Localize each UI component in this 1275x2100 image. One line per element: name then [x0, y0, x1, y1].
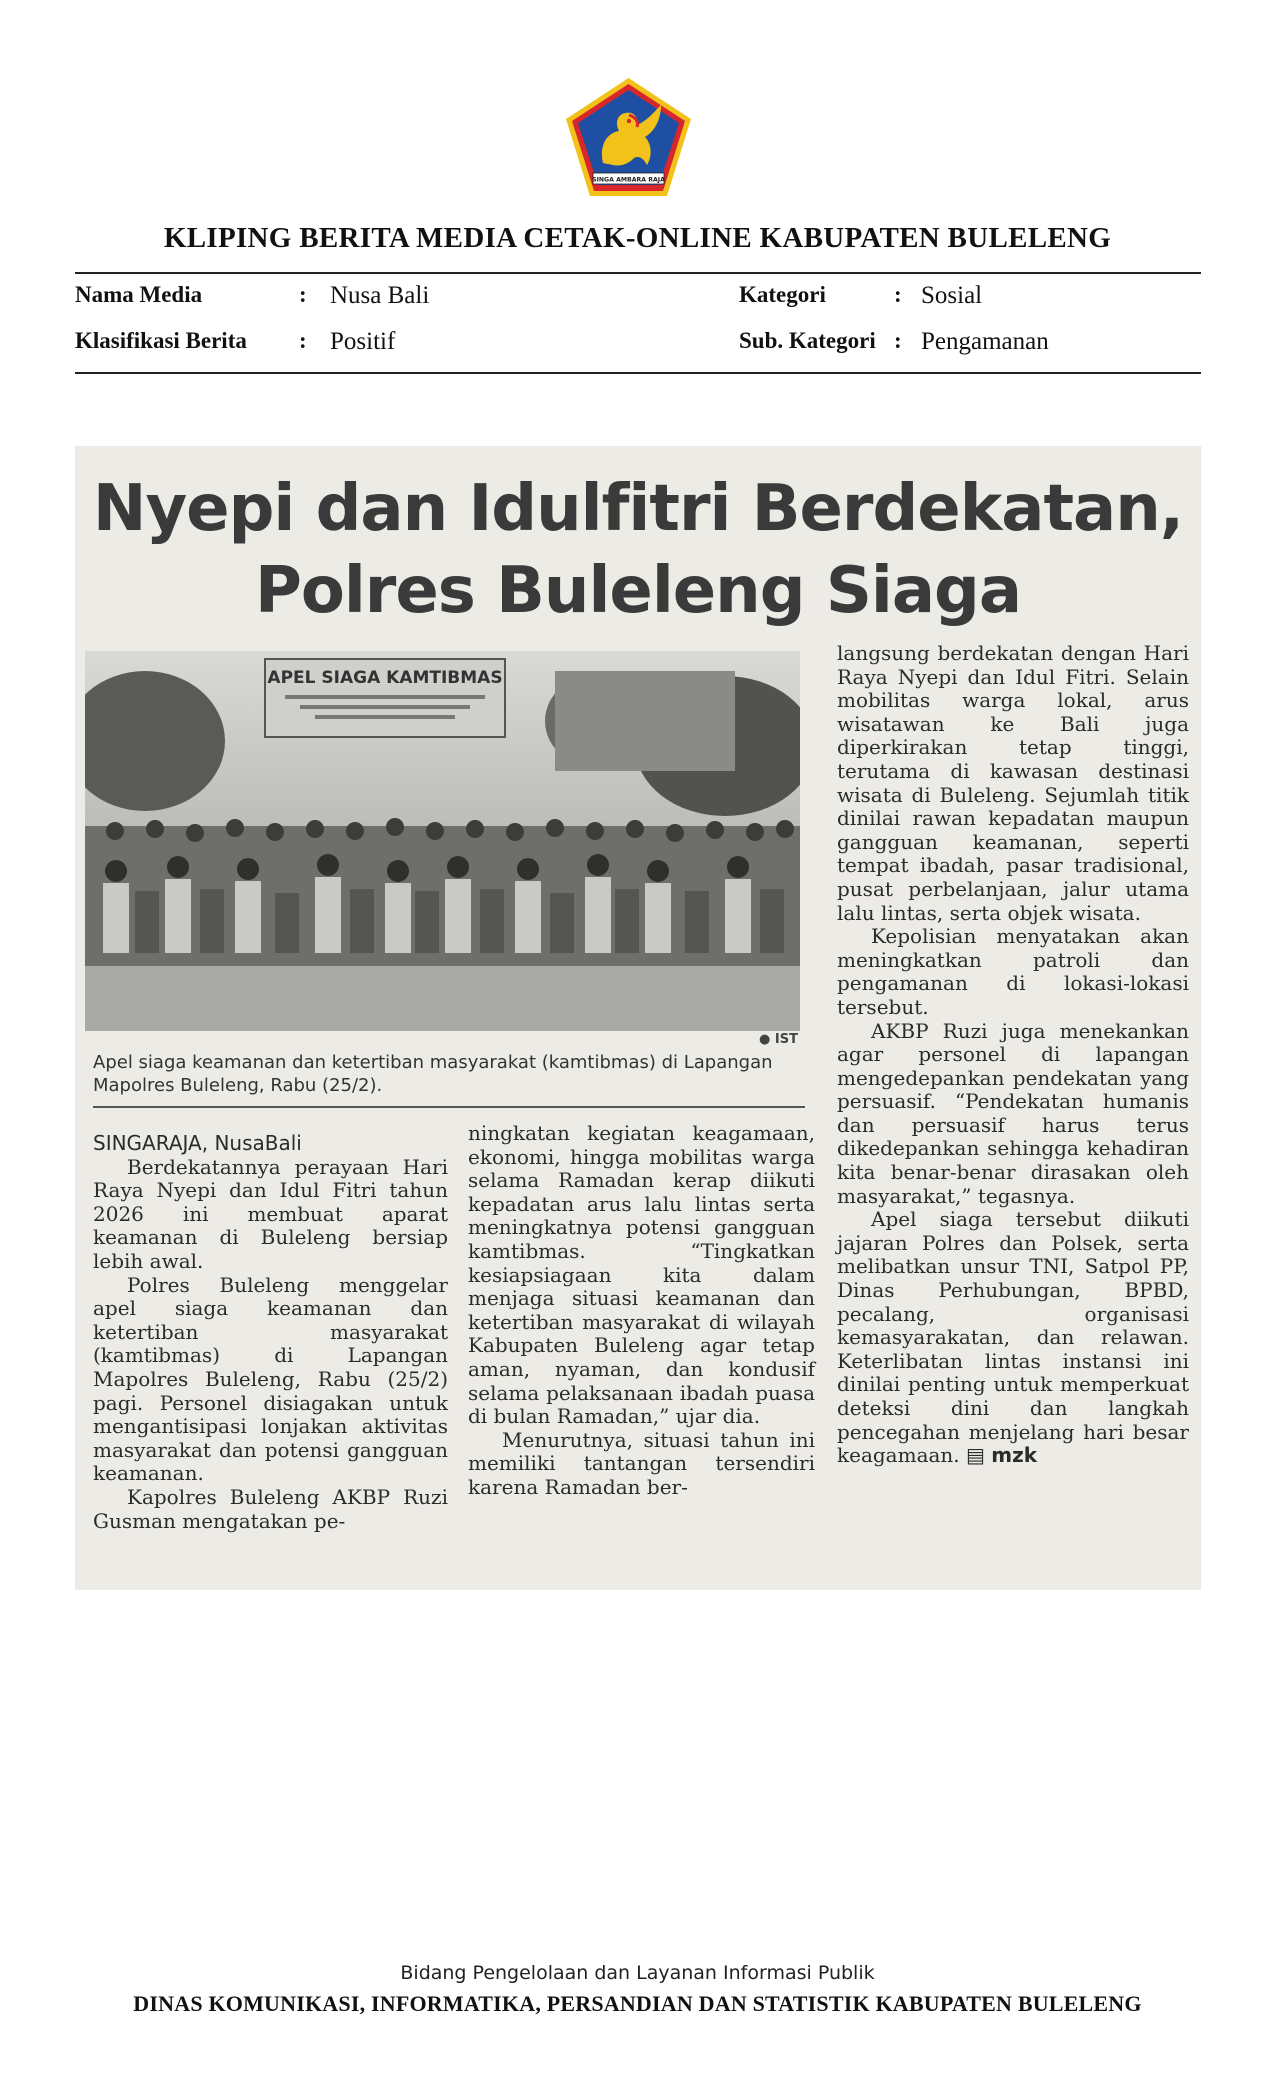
headline-line-2: Polres Buleleng Siaga — [254, 554, 1022, 628]
article-paragraph: langsung berdekatan dengan Hari Raya Nyepi dan Idul Fitri. Selain mobilitas warga lokal, arus wisatawan ke Bali juga diperkirakan tetap tinggi, terutama di kawasan destinasi wisata di Buleleng. Sejumlah titik dinilai rawan kepadatan maupun gangguan keamanan, seperti tempat ibadah, pasar tradisional, pusat perbelanjaan, jalur utama lalu lintas, serta objek wisata. — [837, 641, 1189, 925]
article-photo — [85, 651, 800, 1031]
article-paragraph-text: Apel siaga tersebut diikuti jajaran Polres dan Polsek, serta melibatkan unsur TNI, Satpol PP, Dinas Perhubungan, BPBD, pecalang, organisasi kemasyarakatan, dan relawan. Keterlibatan lintas instansi ini dinilai penting untuk memperkuat deteksi dini dan langkah pencegahan menjelang hari besar keagamaan. — [837, 1207, 1189, 1468]
newspaper-clipping — [75, 446, 1201, 1590]
footer-organization: DINAS KOMUNIKASI, INFORMATIKA, PERSANDIAN DAN STATISTIK KABUPATEN BULELENG — [133, 1991, 1142, 2016]
caption-rule — [93, 1106, 805, 1108]
header-top-rule — [75, 272, 1201, 274]
article-column-2 — [468, 1122, 815, 1500]
classification-label: Klasifikasi Berita — [75, 328, 247, 353]
headline-line-1: Nyepi dan Idulfitri Berdekatan, — [92, 472, 1184, 546]
photo-banner-text: APEL SIAGA KAMTIBMAS — [267, 668, 503, 688]
category-colon: : — [894, 282, 902, 307]
article-paragraph — [837, 1208, 1189, 1468]
article-paragraph: Menurutnya, situasi tahun ini memiliki tantangan tersendiri karena Ramadan ber- — [468, 1427, 815, 1499]
footer-department: Bidang Pengelolaan dan Layanan Informasi Publik — [400, 1962, 875, 1984]
document-title: KLIPING BERITA MEDIA CETAK-ONLINE KABUPATEN BULELENG — [163, 222, 1112, 254]
article-column-1 — [93, 1132, 448, 1533]
article-paragraph: Kapolres Buleleng AKBP Ruzi Gusman mengatakan pe- — [93, 1484, 448, 1533]
photo-caption: Apel siaga keamanan dan ketertiban masyarakat (kamtibmas) di Lapangan Mapolres Buleleng, Rabu (25/2). — [93, 1052, 773, 1096]
header-bottom-rule — [75, 372, 1201, 374]
media-colon: : — [299, 282, 307, 307]
subcategory-colon: : — [894, 328, 902, 353]
media-value: Nusa Bali — [330, 282, 430, 309]
article-paragraph: ningkatan kegiatan keagamaan, ekonomi, hingga mobilitas warga selama Ramadan kerap diikuti kepadatan arus lalu lintas serta meningkatnya potensi gangguan kamtibmas. “Tingkatkan kesiapsiagaan kita dalam menjaga situasi keamanan dan ketertiban masyarakat di wilayah Kabupaten Buleleng agar tetap aman, nyaman, dan kondusif selama pelaksanaan ibadah puasa di bulan Ramadan,” ujar dia. — [468, 1121, 815, 1429]
photo-credit: ● IST — [759, 1032, 798, 1047]
subcategory-label: Sub. Kategori — [739, 328, 876, 353]
classification-value: Positif — [330, 328, 396, 355]
article-paragraph: Berdekatannya perayaan Hari Raya Nyepi dan Idul Fitri tahun 2026 ini membuat aparat keamanan di Buleleng bersiap lebih awal. — [93, 1154, 448, 1273]
media-label: Nama Media — [75, 282, 203, 307]
article-headline — [75, 468, 1201, 632]
article-dateline: SINGARAJA, NusaBali — [93, 1131, 302, 1155]
category-label: Kategori — [739, 282, 826, 307]
article-paragraph: Kepolisian menyatakan akan meningkatkan patroli dan pengamanan di lokasi-lokasi tersebut. — [837, 924, 1189, 1019]
singa-ambara-raja-logo — [563, 75, 694, 200]
article-paragraph: Polres Buleleng menggelar apel siaga keamanan dan ketertiban masyarakat (kamtibmas) di Lapangan Mapolres Buleleng, Rabu (25/2) pagi. Personel disiagakan untuk mengantisipasi lonjakan aktivitas masyarakat dan potensi gangguan keamanan. — [93, 1272, 448, 1486]
subcategory-value: Pengamanan — [921, 328, 1049, 355]
article-paragraph: AKBP Ruzi juga menekankan agar personel di lapangan mengedepankan pendekatan yang persuasif. “Pendekatan humanis dan persuasif harus terus dikedepankan sehingga kehadiran kita benar-benar dirasakan oleh masyarakat,” tegasnya. — [837, 1018, 1189, 1208]
article-column-3 — [837, 642, 1189, 1468]
category-value: Sosial — [921, 282, 983, 309]
classification-colon: : — [299, 328, 307, 353]
author-signature: mzk — [991, 1443, 1038, 1468]
logo-ribbon-text: SINGA AMBARA RAJA — [592, 176, 665, 184]
newspaper-icon: ▤ — [966, 1443, 985, 1468]
